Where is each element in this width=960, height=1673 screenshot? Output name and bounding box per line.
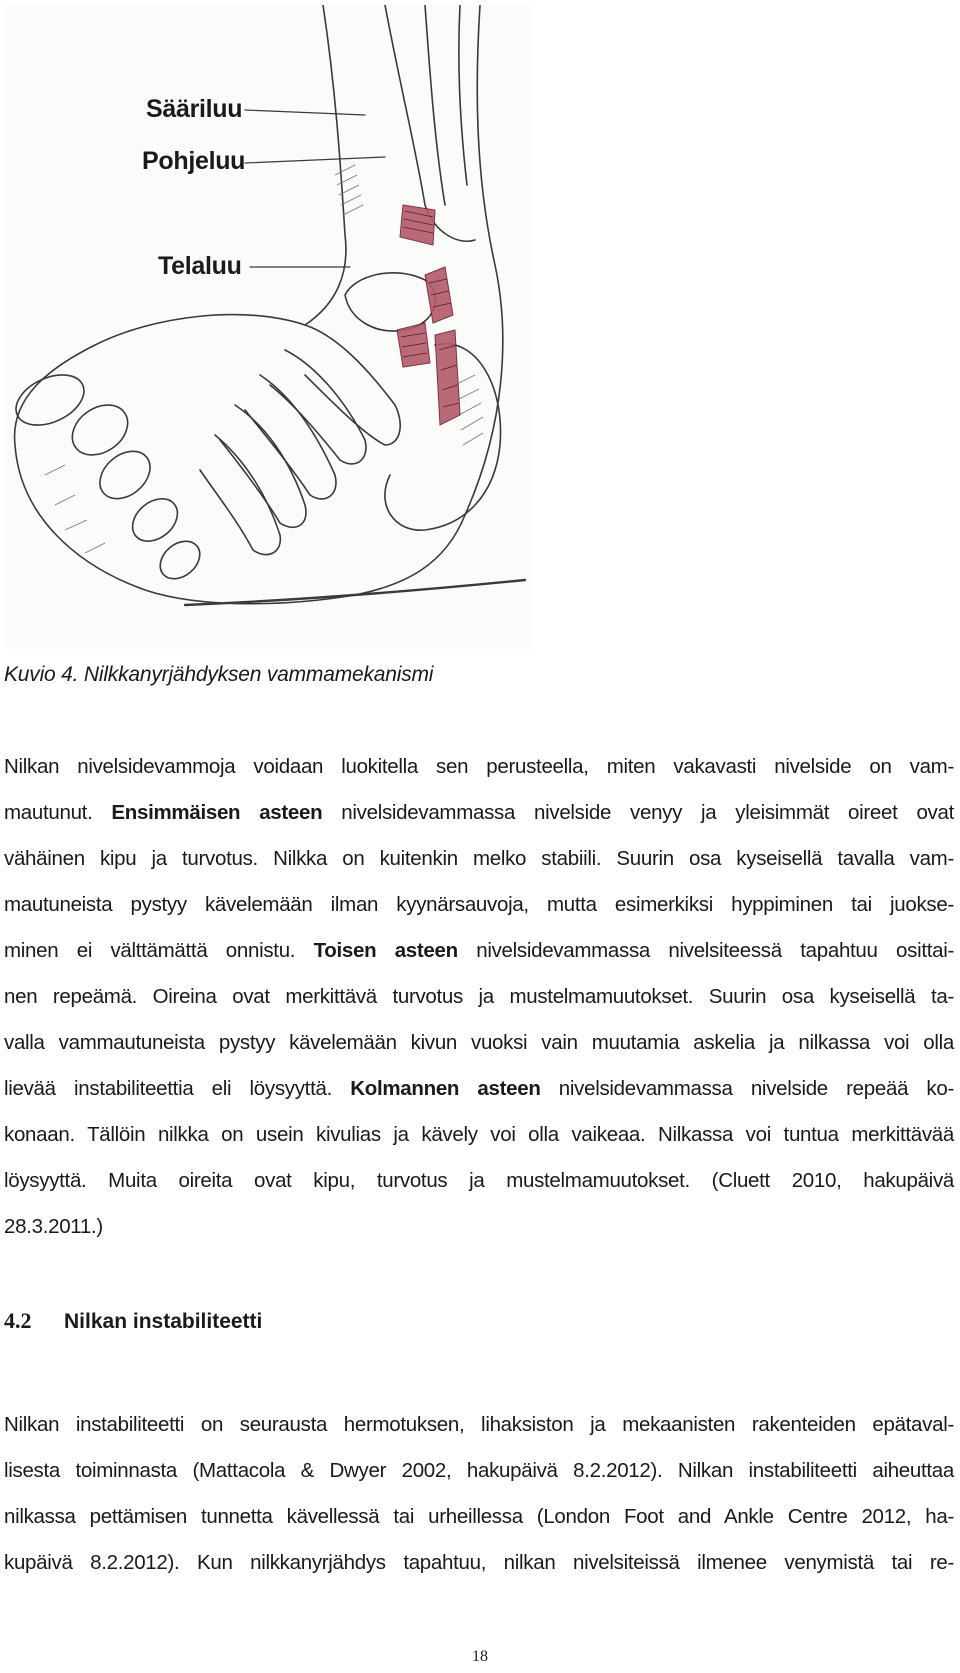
ankle-drawing	[5, 5, 533, 649]
figure-caption: Kuvio 4. Nilkkanyrjähdyksen vammamekanismi	[4, 663, 434, 686]
text-line: Nilkan nivelsidevammoja voidaan luokitella sen perusteella, miten vakavasti nivelside on vam-	[4, 755, 954, 778]
text-line: löysyyttä. Muita oireita ovat kipu, turvotus ja mustelmamuutokset. (Cluett 2010, hakupäivä	[4, 1169, 954, 1192]
text-line: nen repeämä. Oireina ovat merkittävä turvotus ja mustelmamuutokset. Suurin osa kyseisellä ta-	[4, 985, 954, 1008]
label-saariluu: Sääriluu	[146, 95, 243, 123]
paragraph-instability	[4, 1402, 954, 1586]
text-line: 28.3.2011.)	[4, 1215, 103, 1238]
label-pohjeluu: Pohjeluu	[142, 147, 246, 175]
text-line: kupäivä 8.2.2012). Kun nilkkanyrjähdys tapahtuu, nilkan nivelsiteissä ilmenee venymistä tai re-	[4, 1551, 954, 1574]
text-line: konaan. Tällöin nilkka on usein kivulias ja kävely voi olla vaikeaa. Nilkassa voi tuntua merkittävää	[4, 1123, 954, 1146]
term-first-degree: Ensimmäisen asteen	[111, 801, 323, 824]
text-line: vähäinen kipu ja turvotus. Nilkka on kuitenkin melko stabiili. Suurin osa kyseisellä tavalla vam-	[4, 847, 954, 870]
text-line: lisesta toiminnasta (Mattacola & Dwyer 2002, hakupäivä 8.2.2012). Nilkan instabiliteetti aiheuttaa	[4, 1459, 954, 1482]
section-title: Nilkan instabiliteetti	[64, 1310, 263, 1333]
page-number: 18	[472, 1648, 488, 1665]
ankle-illustration	[5, 5, 533, 649]
section-heading	[4, 1308, 262, 1334]
paragraph-ligament-grades	[4, 744, 954, 1250]
text-line: valla vammautuneista pystyy kävelemään kivun vuoksi vain muutamia askelia ja nilkassa voi olla	[4, 1031, 954, 1054]
text-line: mautunut. Ensimmäisen asteen nivelsidevammassa nivelside venyy ja yleisimmät oireet ovat	[4, 801, 954, 824]
text-line: lievää instabiliteettia eli löysyyttä. Kolmannen asteen nivelsidevammassa nivelside repeää ko-	[4, 1077, 955, 1100]
text-line: mautuneista pystyy kävelemään ilman kyynärsauvoja, mutta esimerkiksi hyppiminen tai juokse-	[4, 893, 954, 916]
label-telaluu: Telaluu	[158, 252, 242, 280]
term-third-degree: Kolmannen asteen	[350, 1077, 541, 1100]
text-line: Nilkan instabiliteetti on seurausta hermotuksen, lihaksiston ja mekaanisten rakenteiden epätaval-	[4, 1413, 954, 1436]
text-line: minen ei välttämättä onnistu. Toisen asteen nivelsidevammassa nivelsiteessä tapahtuu osittai-	[4, 939, 954, 962]
term-second-degree: Toisen asteen	[313, 939, 458, 962]
text-line: nilkassa pettämisen tunnetta kävellessä tai urheillessa (London Foot and Ankle Centre 2012, ha-	[4, 1505, 954, 1528]
section-number: 4.2	[4, 1308, 32, 1333]
